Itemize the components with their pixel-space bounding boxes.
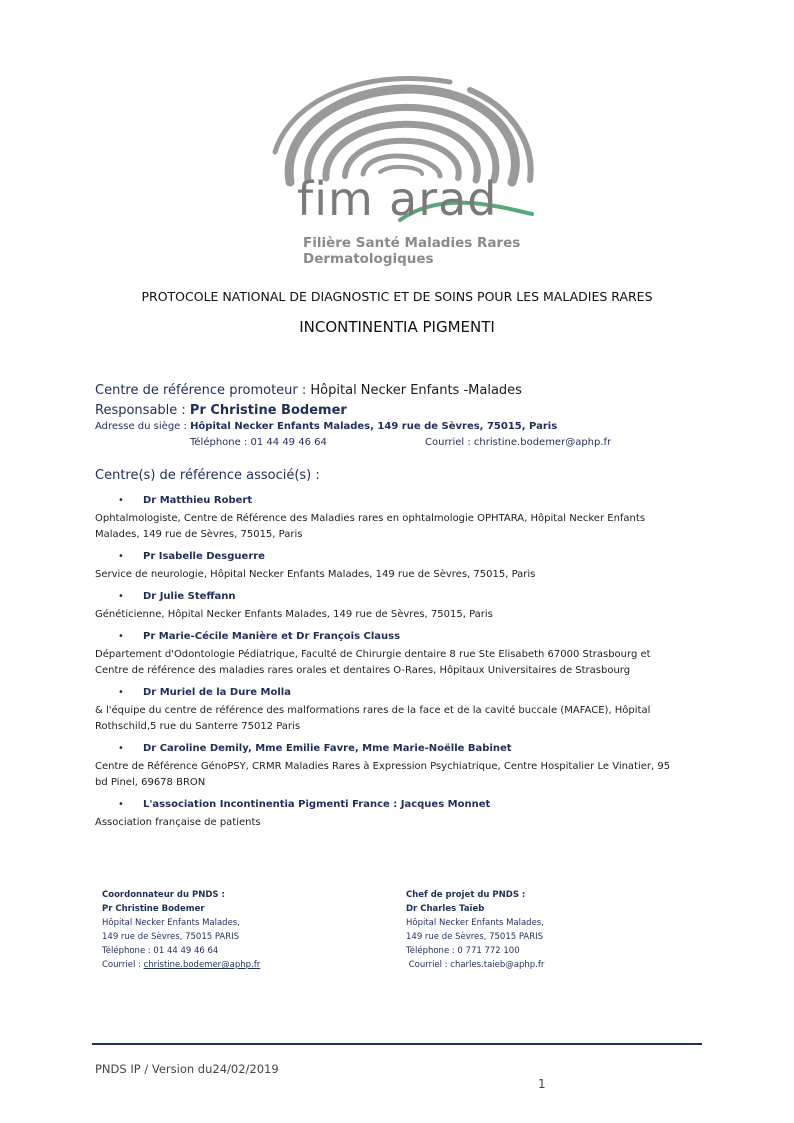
bullet-icon: • [118, 799, 124, 810]
responsable-label: Responsable : [95, 403, 186, 418]
centre-promoteur-label: Centre de référence promoteur : [95, 383, 307, 398]
protocole-heading: PROTOCOLE NATIONAL DE DIAGNOSTIC ET DE SOINS POUR LES MALADIES RARES [141, 289, 653, 304]
chef-courriel: Courriel : charles.taieb@aphp.fr [406, 960, 545, 970]
associe-desc [95, 567, 700, 583]
adresse-label: Adresse du siège : [95, 421, 187, 432]
associe-desc-line: Centre de référence des maladies rares orales et dentaires O-Rares, Hôpitaux Universitaires de Strasbourg [95, 665, 631, 676]
associe-name: Dr Muriel de la Dure Molla [143, 687, 291, 698]
adresse-line [95, 421, 557, 432]
bullet-icon: • [118, 551, 124, 562]
logo-subtitle-line2: Dermatologiques [303, 251, 434, 267]
associe-desc [95, 647, 700, 679]
associe-name: Dr Caroline Demily, Mme Emilie Favre, Mme Marie-Noëlle Babinet [143, 743, 512, 754]
chef-line2: 149 rue de Sèvres, 75015 PARIS [406, 932, 544, 942]
associe-name: L'association Incontinentia Pigmenti France : Jacques Monnet [143, 799, 491, 810]
associe-name: Pr Marie-Cécile Manière et Dr François Clauss [143, 631, 401, 642]
bullet-icon: • [118, 687, 124, 698]
bullet-icon: • [118, 591, 124, 602]
coordonnateur-line1: Hôpital Necker Enfants Malades, [102, 918, 240, 928]
footer-divider [92, 1043, 702, 1045]
logo-subtitle-line1: Filière Santé Maladies Rares [303, 235, 521, 251]
chef-projet-block [406, 888, 544, 972]
coordonnateur-line2: 149 rue de Sèvres, 75015 PARIS [102, 932, 240, 942]
centre-courriel: Courriel : christine.bodemer@aphp.fr [425, 437, 612, 448]
associes-heading: Centre(s) de référence associé(s) : [95, 468, 320, 483]
bullet-icon: • [118, 631, 124, 642]
coordonnateur-heading: Coordonnateur du PNDS : [102, 890, 225, 900]
footer-version: PNDS IP / Version du24/02/2019 [95, 1062, 279, 1076]
responsable-name: Pr Christine Bodemer [189, 403, 347, 418]
associe-desc [95, 759, 700, 791]
associe-name: Dr Julie Steffann [143, 591, 236, 602]
page-number: 1 [538, 1077, 546, 1091]
coordonnateur-name: Pr Christine Bodemer [102, 904, 205, 914]
associe-desc-line: Ophtalmologiste, Centre de Référence des Maladies rares en ophtalmologie OPHTARA, Hôpital Necker Enfants [95, 513, 646, 524]
associe-desc-line: Association française de patients [95, 817, 261, 828]
associe-desc [95, 607, 700, 623]
chef-telephone: Téléphone : 0 771 772 100 [406, 946, 520, 956]
associe-desc [95, 703, 700, 735]
coordonnateur-courriel [102, 958, 260, 972]
responsable-line [95, 403, 347, 418]
bullet-icon: • [118, 743, 124, 754]
document-title: INCONTINENTIA PIGMENTI [299, 318, 495, 336]
coordonnateur-courriel-label: Courriel : [102, 960, 141, 970]
adresse-value: Hôpital Necker Enfants Malades, 149 rue de Sèvres, 75015, Paris [190, 421, 558, 432]
chef-heading: Chef de projet du PNDS : [406, 890, 526, 900]
associe-name: Pr Isabelle Desguerre [143, 551, 265, 562]
bullet-icon: • [118, 495, 124, 506]
associe-desc-line: Service de neurologie, Hôpital Necker Enfants Malades, 149 rue de Sèvres, 75015, Paris [95, 569, 536, 580]
coordonnateur-telephone: Téléphone : 01 44 49 46 64 [102, 946, 219, 956]
chef-line1: Hôpital Necker Enfants Malades, [406, 918, 544, 928]
associe-name: Dr Matthieu Robert [143, 495, 253, 506]
centre-promoteur-line [95, 383, 522, 398]
associe-desc-line: Département d'Odontologie Pédiatrique, Faculté de Chirurgie dentaire 8 rue Ste Elisabeth 67000 Strasbourg et [95, 649, 651, 660]
associe-desc-line: Rothschild,5 rue du Santerre 75012 Paris [95, 721, 301, 732]
coordonnateur-email-link[interactable]: christine.bodemer@aphp.fr [143, 960, 261, 970]
associe-desc-line: Centre de Référence GénoPSY, CRMR Maladies Rares à Expression Psychiatrique, Centre Hospitalier Le Vinatier, 95 [95, 761, 671, 772]
associe-desc-line: bd Pinel, 69678 BRON [95, 777, 206, 788]
logo-arad-text: arad [389, 172, 498, 226]
logo-fim-text: fim [297, 172, 374, 226]
coordonnateur-block [102, 888, 260, 972]
logo-subtitle [303, 235, 520, 267]
associe-desc-line: & l'équipe du centre de référence des malformations rares de la face et de la cavité buccale (MAFACE), Hôpital [95, 705, 651, 716]
associe-desc-line: Généticienne, Hôpital Necker Enfants Malades, 149 rue de Sèvres, 75015, Paris [95, 609, 493, 620]
centre-promoteur-value: Hôpital Necker Enfants -Malades [310, 383, 522, 398]
chef-name: Dr Charles Taïeb [406, 904, 485, 914]
associe-desc [95, 815, 700, 831]
associe-desc [95, 511, 700, 543]
centre-telephone: Téléphone : 01 44 49 46 64 [190, 437, 327, 448]
associe-desc-line: Malades, 149 rue de Sèvres, 75015, Paris [95, 529, 303, 540]
